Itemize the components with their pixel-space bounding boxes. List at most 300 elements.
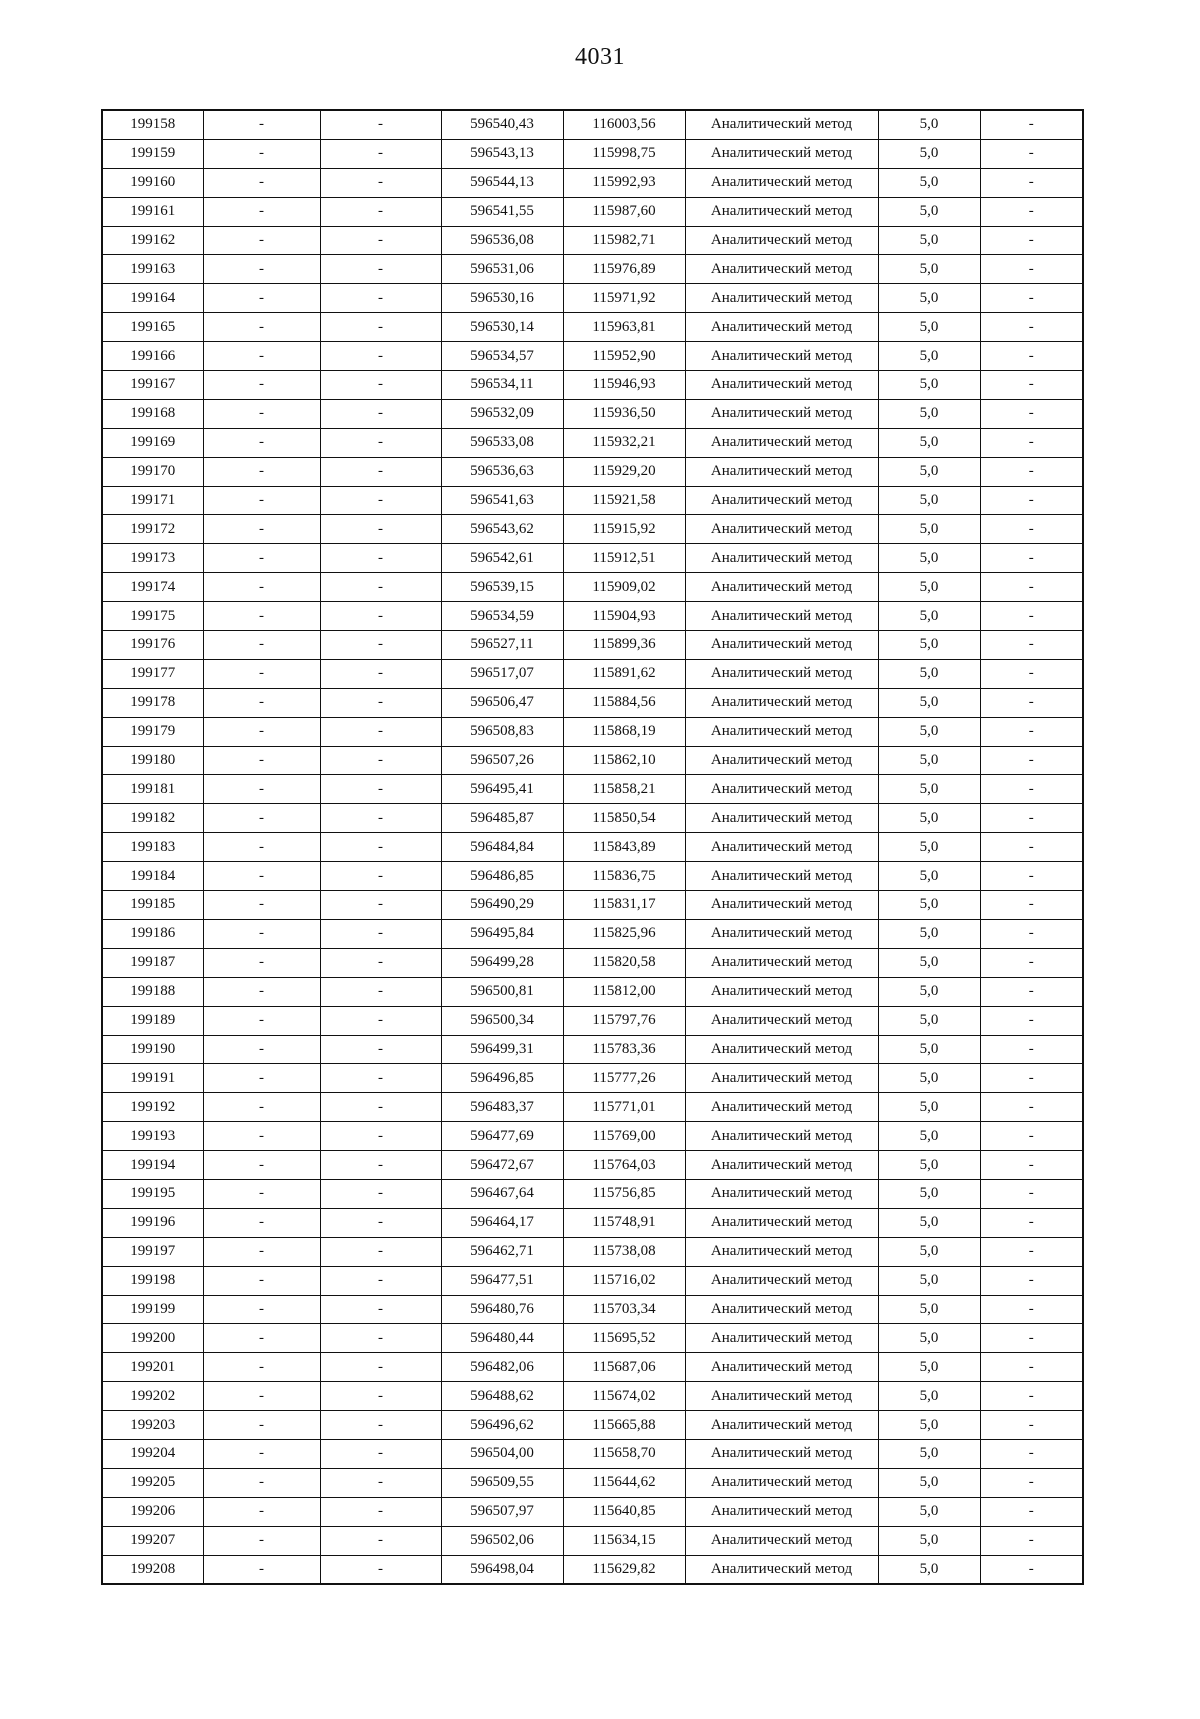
dash-cell: -	[980, 1006, 1083, 1035]
x-coordinate-cell: 596508,83	[441, 717, 563, 746]
point-number-cell: 199192	[102, 1093, 203, 1122]
dash-cell: -	[320, 833, 441, 862]
dash-cell: -	[320, 717, 441, 746]
dash-cell: -	[203, 1064, 320, 1093]
dash-cell: -	[320, 428, 441, 457]
dash-cell: -	[980, 659, 1083, 688]
method-cell: Аналитический метод	[685, 688, 878, 717]
table-row	[102, 1353, 1083, 1382]
x-coordinate-cell: 596507,97	[441, 1497, 563, 1526]
x-coordinate-cell: 596504,00	[441, 1439, 563, 1468]
accuracy-cell: 5,0	[878, 1439, 980, 1468]
dash-cell: -	[320, 948, 441, 977]
y-coordinate-cell: 115836,75	[563, 862, 685, 891]
table-row	[102, 919, 1083, 948]
method-cell: Аналитический метод	[685, 862, 878, 891]
accuracy-cell: 5,0	[878, 284, 980, 313]
accuracy-cell: 5,0	[878, 1035, 980, 1064]
accuracy-cell: 5,0	[878, 1382, 980, 1411]
dash-cell: -	[980, 602, 1083, 631]
table-row	[102, 313, 1083, 342]
dash-cell: -	[980, 1237, 1083, 1266]
method-cell: Аналитический метод	[685, 573, 878, 602]
point-number-cell: 199167	[102, 371, 203, 400]
dash-cell: -	[203, 573, 320, 602]
dash-cell: -	[980, 284, 1083, 313]
method-cell: Аналитический метод	[685, 486, 878, 515]
method-cell: Аналитический метод	[685, 1497, 878, 1526]
y-coordinate-cell: 115777,26	[563, 1064, 685, 1093]
dash-cell: -	[320, 1411, 441, 1440]
method-cell: Аналитический метод	[685, 1555, 878, 1584]
accuracy-cell: 5,0	[878, 631, 980, 660]
accuracy-cell: 5,0	[878, 544, 980, 573]
point-number-cell: 199208	[102, 1555, 203, 1584]
dash-cell: -	[203, 1122, 320, 1151]
dash-cell: -	[980, 1151, 1083, 1180]
method-cell: Аналитический метод	[685, 717, 878, 746]
y-coordinate-cell: 115998,75	[563, 139, 685, 168]
accuracy-cell: 5,0	[878, 1411, 980, 1440]
y-coordinate-cell: 115963,81	[563, 313, 685, 342]
y-coordinate-cell: 115756,85	[563, 1179, 685, 1208]
accuracy-cell: 5,0	[878, 1093, 980, 1122]
y-coordinate-cell: 115665,88	[563, 1411, 685, 1440]
dash-cell: -	[320, 1526, 441, 1555]
dash-cell: -	[203, 833, 320, 862]
dash-cell: -	[203, 1006, 320, 1035]
method-cell: Аналитический метод	[685, 602, 878, 631]
x-coordinate-cell: 596539,15	[441, 573, 563, 602]
accuracy-cell: 5,0	[878, 313, 980, 342]
table-row	[102, 1439, 1083, 1468]
x-coordinate-cell: 596477,69	[441, 1122, 563, 1151]
x-coordinate-cell: 596490,29	[441, 891, 563, 920]
point-number-cell: 199178	[102, 688, 203, 717]
table-row	[102, 948, 1083, 977]
dash-cell: -	[320, 1468, 441, 1497]
dash-cell: -	[320, 1179, 441, 1208]
table-row	[102, 631, 1083, 660]
dash-cell: -	[980, 544, 1083, 573]
x-coordinate-cell: 596485,87	[441, 804, 563, 833]
method-cell: Аналитический метод	[685, 1266, 878, 1295]
x-coordinate-cell: 596506,47	[441, 688, 563, 717]
table-row	[102, 602, 1083, 631]
y-coordinate-cell: 115748,91	[563, 1208, 685, 1237]
x-coordinate-cell: 596536,08	[441, 226, 563, 255]
table-row	[102, 1151, 1083, 1180]
x-coordinate-cell: 596500,81	[441, 977, 563, 1006]
method-cell: Аналитический метод	[685, 1179, 878, 1208]
method-cell: Аналитический метод	[685, 371, 878, 400]
y-coordinate-cell: 115987,60	[563, 197, 685, 226]
table-row	[102, 1295, 1083, 1324]
dash-cell: -	[203, 659, 320, 688]
method-cell: Аналитический метод	[685, 110, 878, 139]
accuracy-cell: 5,0	[878, 862, 980, 891]
table-row	[102, 1208, 1083, 1237]
dash-cell: -	[980, 515, 1083, 544]
table-row	[102, 1411, 1083, 1440]
method-cell: Аналитический метод	[685, 544, 878, 573]
dash-cell: -	[203, 1093, 320, 1122]
table-row	[102, 1179, 1083, 1208]
accuracy-cell: 5,0	[878, 1497, 980, 1526]
dash-cell: -	[980, 399, 1083, 428]
dash-cell: -	[203, 1151, 320, 1180]
table-row	[102, 284, 1083, 313]
y-coordinate-cell: 115674,02	[563, 1382, 685, 1411]
y-coordinate-cell: 115921,58	[563, 486, 685, 515]
point-number-cell: 199177	[102, 659, 203, 688]
x-coordinate-cell: 596541,55	[441, 197, 563, 226]
dash-cell: -	[203, 1526, 320, 1555]
accuracy-cell: 5,0	[878, 688, 980, 717]
dash-cell: -	[980, 1468, 1083, 1497]
dash-cell: -	[320, 919, 441, 948]
dash-cell: -	[320, 1006, 441, 1035]
dash-cell: -	[203, 1324, 320, 1353]
dash-cell: -	[320, 342, 441, 371]
dash-cell: -	[980, 486, 1083, 515]
coordinates-table	[101, 109, 1084, 1585]
dash-cell: -	[203, 1237, 320, 1266]
x-coordinate-cell: 596496,85	[441, 1064, 563, 1093]
x-coordinate-cell: 596543,62	[441, 515, 563, 544]
dash-cell: -	[203, 631, 320, 660]
table-row	[102, 1526, 1083, 1555]
point-number-cell: 199203	[102, 1411, 203, 1440]
dash-cell: -	[320, 457, 441, 486]
y-coordinate-cell: 115952,90	[563, 342, 685, 371]
point-number-cell: 199164	[102, 284, 203, 313]
point-number-cell: 199158	[102, 110, 203, 139]
table-row	[102, 168, 1083, 197]
accuracy-cell: 5,0	[878, 573, 980, 602]
table-row	[102, 197, 1083, 226]
y-coordinate-cell: 115899,36	[563, 631, 685, 660]
dash-cell: -	[980, 977, 1083, 1006]
y-coordinate-cell: 115820,58	[563, 948, 685, 977]
point-number-cell: 199175	[102, 602, 203, 631]
dash-cell: -	[203, 399, 320, 428]
y-coordinate-cell: 115658,70	[563, 1439, 685, 1468]
x-coordinate-cell: 596502,06	[441, 1526, 563, 1555]
point-number-cell: 199160	[102, 168, 203, 197]
point-number-cell: 199205	[102, 1468, 203, 1497]
y-coordinate-cell: 115912,51	[563, 544, 685, 573]
dash-cell: -	[203, 1179, 320, 1208]
y-coordinate-cell: 115850,54	[563, 804, 685, 833]
x-coordinate-cell: 596482,06	[441, 1353, 563, 1382]
dash-cell: -	[203, 515, 320, 544]
point-number-cell: 199173	[102, 544, 203, 573]
method-cell: Аналитический метод	[685, 1006, 878, 1035]
point-number-cell: 199206	[102, 1497, 203, 1526]
point-number-cell: 199194	[102, 1151, 203, 1180]
method-cell: Аналитический метод	[685, 139, 878, 168]
accuracy-cell: 5,0	[878, 1324, 980, 1353]
table-row	[102, 255, 1083, 284]
table-row	[102, 891, 1083, 920]
dash-cell: -	[203, 602, 320, 631]
point-number-cell: 199200	[102, 1324, 203, 1353]
table-row	[102, 1122, 1083, 1151]
point-number-cell: 199197	[102, 1237, 203, 1266]
dash-cell: -	[203, 1411, 320, 1440]
dash-cell: -	[320, 688, 441, 717]
table-row	[102, 515, 1083, 544]
point-number-cell: 199199	[102, 1295, 203, 1324]
dash-cell: -	[320, 1208, 441, 1237]
x-coordinate-cell: 596496,62	[441, 1411, 563, 1440]
dash-cell: -	[980, 1555, 1083, 1584]
x-coordinate-cell: 596495,84	[441, 919, 563, 948]
method-cell: Аналитический метод	[685, 1411, 878, 1440]
x-coordinate-cell: 596544,13	[441, 168, 563, 197]
y-coordinate-cell: 115769,00	[563, 1122, 685, 1151]
point-number-cell: 199191	[102, 1064, 203, 1093]
point-number-cell: 199193	[102, 1122, 203, 1151]
method-cell: Аналитический метод	[685, 1353, 878, 1382]
table-row	[102, 804, 1083, 833]
table-row	[102, 1035, 1083, 1064]
method-cell: Аналитический метод	[685, 919, 878, 948]
table-row	[102, 371, 1083, 400]
dash-cell: -	[203, 457, 320, 486]
y-coordinate-cell: 115868,19	[563, 717, 685, 746]
dash-cell: -	[980, 139, 1083, 168]
dash-cell: -	[203, 428, 320, 457]
dash-cell: -	[980, 1497, 1083, 1526]
dash-cell: -	[320, 284, 441, 313]
point-number-cell: 199184	[102, 862, 203, 891]
dash-cell: -	[203, 688, 320, 717]
y-coordinate-cell: 115687,06	[563, 1353, 685, 1382]
method-cell: Аналитический метод	[685, 1151, 878, 1180]
table-row	[102, 1555, 1083, 1584]
dash-cell: -	[203, 1353, 320, 1382]
dash-cell: -	[980, 1093, 1083, 1122]
dash-cell: -	[203, 1295, 320, 1324]
dash-cell: -	[320, 804, 441, 833]
table-row	[102, 544, 1083, 573]
dash-cell: -	[320, 1266, 441, 1295]
dash-cell: -	[320, 631, 441, 660]
method-cell: Аналитический метод	[685, 1208, 878, 1237]
method-cell: Аналитический метод	[685, 515, 878, 544]
table-row	[102, 1324, 1083, 1353]
accuracy-cell: 5,0	[878, 1353, 980, 1382]
dash-cell: -	[203, 342, 320, 371]
dash-cell: -	[980, 1439, 1083, 1468]
point-number-cell: 199185	[102, 891, 203, 920]
dash-cell: -	[980, 1526, 1083, 1555]
dash-cell: -	[980, 891, 1083, 920]
point-number-cell: 199171	[102, 486, 203, 515]
y-coordinate-cell: 116003,56	[563, 110, 685, 139]
dash-cell: -	[203, 1555, 320, 1584]
point-number-cell: 199165	[102, 313, 203, 342]
point-number-cell: 199172	[102, 515, 203, 544]
x-coordinate-cell: 596517,07	[441, 659, 563, 688]
method-cell: Аналитический метод	[685, 168, 878, 197]
y-coordinate-cell: 115884,56	[563, 688, 685, 717]
y-coordinate-cell: 115764,03	[563, 1151, 685, 1180]
dash-cell: -	[320, 1382, 441, 1411]
x-coordinate-cell: 596540,43	[441, 110, 563, 139]
dash-cell: -	[320, 486, 441, 515]
table-row	[102, 428, 1083, 457]
dash-cell: -	[203, 1468, 320, 1497]
x-coordinate-cell: 596533,08	[441, 428, 563, 457]
point-number-cell: 199198	[102, 1266, 203, 1295]
y-coordinate-cell: 115858,21	[563, 775, 685, 804]
point-number-cell: 199179	[102, 717, 203, 746]
point-number-cell: 199162	[102, 226, 203, 255]
accuracy-cell: 5,0	[878, 1151, 980, 1180]
y-coordinate-cell: 115831,17	[563, 891, 685, 920]
table-row	[102, 110, 1083, 139]
dash-cell: -	[203, 1266, 320, 1295]
dash-cell: -	[980, 457, 1083, 486]
dash-cell: -	[203, 1439, 320, 1468]
dash-cell: -	[320, 775, 441, 804]
y-coordinate-cell: 115915,92	[563, 515, 685, 544]
point-number-cell: 199182	[102, 804, 203, 833]
accuracy-cell: 5,0	[878, 1468, 980, 1497]
x-coordinate-cell: 596484,84	[441, 833, 563, 862]
method-cell: Аналитический метод	[685, 284, 878, 313]
dash-cell: -	[203, 486, 320, 515]
table-row	[102, 862, 1083, 891]
dash-cell: -	[980, 631, 1083, 660]
dash-cell: -	[203, 1382, 320, 1411]
accuracy-cell: 5,0	[878, 428, 980, 457]
accuracy-cell: 5,0	[878, 1179, 980, 1208]
accuracy-cell: 5,0	[878, 1237, 980, 1266]
dash-cell: -	[320, 1064, 441, 1093]
x-coordinate-cell: 596483,37	[441, 1093, 563, 1122]
table-row	[102, 1237, 1083, 1266]
x-coordinate-cell: 596480,76	[441, 1295, 563, 1324]
table-row	[102, 1006, 1083, 1035]
method-cell: Аналитический метод	[685, 804, 878, 833]
y-coordinate-cell: 115982,71	[563, 226, 685, 255]
dash-cell: -	[320, 399, 441, 428]
dash-cell: -	[980, 804, 1083, 833]
dash-cell: -	[980, 717, 1083, 746]
dash-cell: -	[320, 1035, 441, 1064]
dash-cell: -	[203, 1497, 320, 1526]
dash-cell: -	[320, 139, 441, 168]
x-coordinate-cell: 596534,11	[441, 371, 563, 400]
method-cell: Аналитический метод	[685, 1122, 878, 1151]
method-cell: Аналитический метод	[685, 1035, 878, 1064]
x-coordinate-cell: 596543,13	[441, 139, 563, 168]
y-coordinate-cell: 115929,20	[563, 457, 685, 486]
dash-cell: -	[320, 1324, 441, 1353]
y-coordinate-cell: 115862,10	[563, 746, 685, 775]
dash-cell: -	[980, 197, 1083, 226]
point-number-cell: 199161	[102, 197, 203, 226]
accuracy-cell: 5,0	[878, 1064, 980, 1093]
dash-cell: -	[980, 313, 1083, 342]
point-number-cell: 199189	[102, 1006, 203, 1035]
y-coordinate-cell: 115783,36	[563, 1035, 685, 1064]
dash-cell: -	[320, 515, 441, 544]
table-row	[102, 717, 1083, 746]
dash-cell: -	[980, 775, 1083, 804]
x-coordinate-cell: 596509,55	[441, 1468, 563, 1497]
table-row	[102, 1468, 1083, 1497]
accuracy-cell: 5,0	[878, 1526, 980, 1555]
table-row	[102, 226, 1083, 255]
point-number-cell: 199180	[102, 746, 203, 775]
x-coordinate-cell: 596464,17	[441, 1208, 563, 1237]
dash-cell: -	[980, 688, 1083, 717]
dash-cell: -	[320, 573, 441, 602]
dash-cell: -	[320, 659, 441, 688]
y-coordinate-cell: 115976,89	[563, 255, 685, 284]
method-cell: Аналитический метод	[685, 1324, 878, 1353]
dash-cell: -	[203, 110, 320, 139]
accuracy-cell: 5,0	[878, 659, 980, 688]
method-cell: Аналитический метод	[685, 1064, 878, 1093]
point-number-cell: 199181	[102, 775, 203, 804]
y-coordinate-cell: 115992,93	[563, 168, 685, 197]
x-coordinate-cell: 596541,63	[441, 486, 563, 515]
dash-cell: -	[320, 313, 441, 342]
accuracy-cell: 5,0	[878, 1266, 980, 1295]
method-cell: Аналитический метод	[685, 775, 878, 804]
dash-cell: -	[320, 197, 441, 226]
method-cell: Аналитический метод	[685, 399, 878, 428]
dash-cell: -	[320, 168, 441, 197]
method-cell: Аналитический метод	[685, 1093, 878, 1122]
table-row	[102, 977, 1083, 1006]
accuracy-cell: 5,0	[878, 1122, 980, 1151]
y-coordinate-cell: 115936,50	[563, 399, 685, 428]
dash-cell: -	[980, 255, 1083, 284]
y-coordinate-cell: 115812,00	[563, 977, 685, 1006]
y-coordinate-cell: 115932,21	[563, 428, 685, 457]
accuracy-cell: 5,0	[878, 139, 980, 168]
dash-cell: -	[320, 1237, 441, 1266]
table-row	[102, 139, 1083, 168]
dash-cell: -	[980, 862, 1083, 891]
x-coordinate-cell: 596477,51	[441, 1266, 563, 1295]
y-coordinate-cell: 115904,93	[563, 602, 685, 631]
x-coordinate-cell: 596499,31	[441, 1035, 563, 1064]
dash-cell: -	[980, 1122, 1083, 1151]
dash-cell: -	[203, 284, 320, 313]
accuracy-cell: 5,0	[878, 602, 980, 631]
table-row	[102, 833, 1083, 862]
table-row	[102, 659, 1083, 688]
y-coordinate-cell: 115738,08	[563, 1237, 685, 1266]
dash-cell: -	[320, 1295, 441, 1324]
accuracy-cell: 5,0	[878, 168, 980, 197]
dash-cell: -	[320, 1353, 441, 1382]
method-cell: Аналитический метод	[685, 1237, 878, 1266]
dash-cell: -	[320, 891, 441, 920]
dash-cell: -	[980, 110, 1083, 139]
x-coordinate-cell: 596486,85	[441, 862, 563, 891]
dash-cell: -	[203, 948, 320, 977]
x-coordinate-cell: 596499,28	[441, 948, 563, 977]
